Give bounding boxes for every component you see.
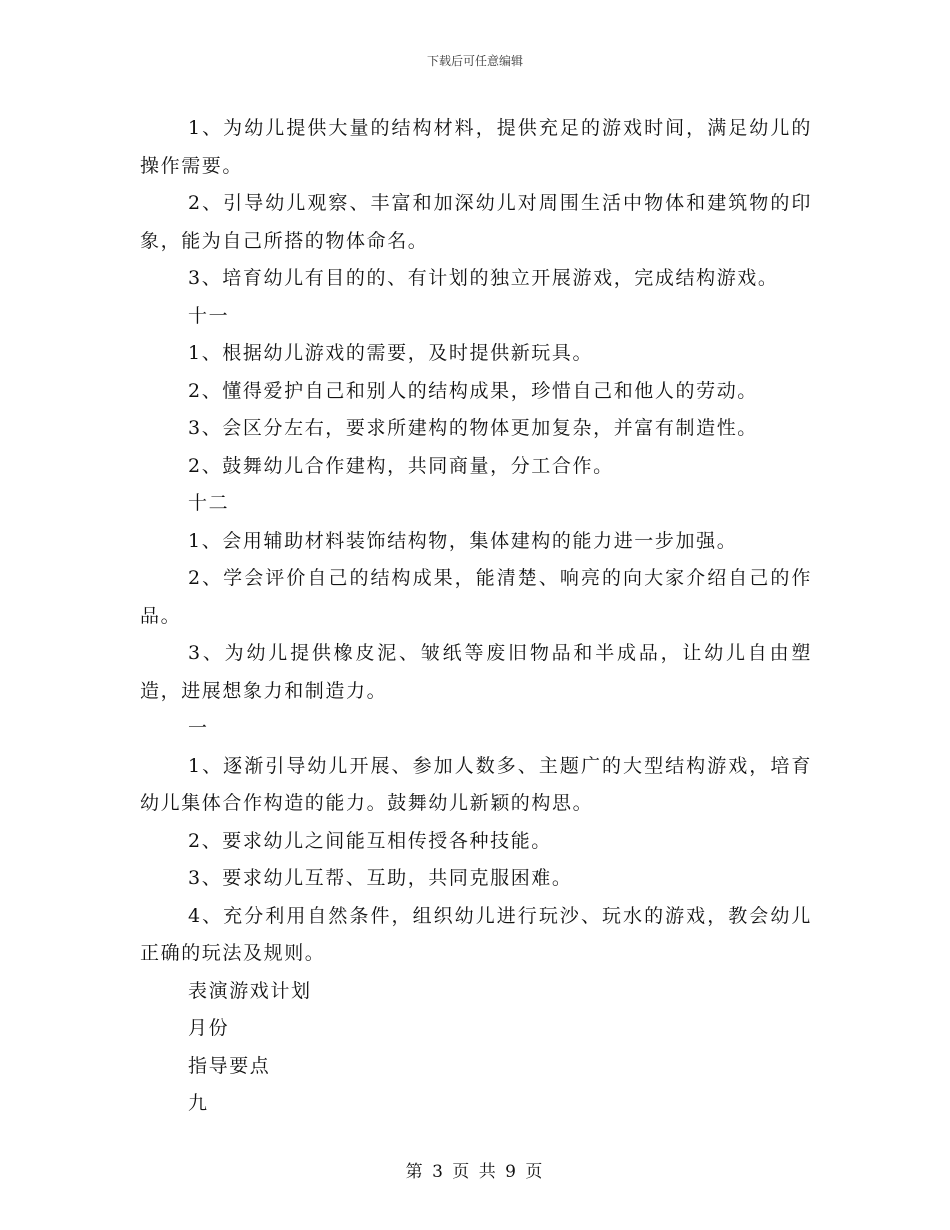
paragraph: 1、为幼儿提供大量的结构材料，提供充足的游戏时间，满足幼儿的操作需要。 [140, 117, 812, 177]
section-title: 表演游戏计划 [188, 979, 312, 1002]
paragraph: 2、要求幼儿之间能互相传授各种技能。 [188, 829, 552, 852]
table-label-month: 月份 [188, 1017, 230, 1039]
paragraph: 1、根据幼儿游戏的需要，及时提供新玩具。 [188, 342, 594, 364]
paragraph: 3、培育幼儿有目的的、有计划的独立开展游戏，完成结构游戏。 [188, 267, 779, 289]
page-footer: 第 3 页 共 9 页 [405, 1162, 545, 1182]
month-heading: 十二 [188, 492, 230, 514]
paragraph: 1、逐渐引导幼儿开展、参加人数多、主题广的大型结构游戏，培育幼儿集体合作构造的能力。鼓舞幼儿新颖的构思。 [140, 754, 812, 814]
paragraph: 4、充分利用自然条件，组织幼儿进行玩沙、玩水的游戏，教会幼儿正确的玩法及规则。 [140, 904, 812, 964]
paragraph: 2、懂得爱护自己和别人的结构成果，珍惜自己和他人的劳动。 [188, 379, 758, 402]
paragraph: 2、学会评价自己的结构成果，能清楚、响亮的向大家介绍自己的作品。 [140, 567, 812, 627]
table-label-points: 指导要点 [188, 1054, 271, 1077]
month-heading: 一 [188, 717, 209, 739]
paragraph: 3、要求幼儿互帮、互助，共同克服困难。 [188, 867, 573, 889]
paragraph: 1、会用辅助材料装饰结构物，集体建构的能力进一步加强。 [188, 529, 738, 552]
paragraph: 3、会区分左右，要求所建构的物体更加复杂，并富有制造性。 [188, 417, 758, 439]
page-header: 下载后可任意编辑 [426, 54, 523, 68]
paragraph: 3、为幼儿提供橡皮泥、皱纸等废旧物品和半成品，让幼儿自由塑造，进展想象力和制造力。 [140, 642, 812, 702]
paragraph: 2、鼓舞幼儿合作建构，共同商量，分工合作。 [188, 454, 614, 477]
paragraph: 2、引导幼儿观察、丰富和加深幼儿对周围生活中物体和建筑物的印象，能为自己所搭的物体命名。 [140, 192, 812, 252]
month-heading: 九 [188, 1092, 209, 1114]
month-heading: 十一 [188, 304, 230, 327]
document-body [140, 110, 812, 1123]
